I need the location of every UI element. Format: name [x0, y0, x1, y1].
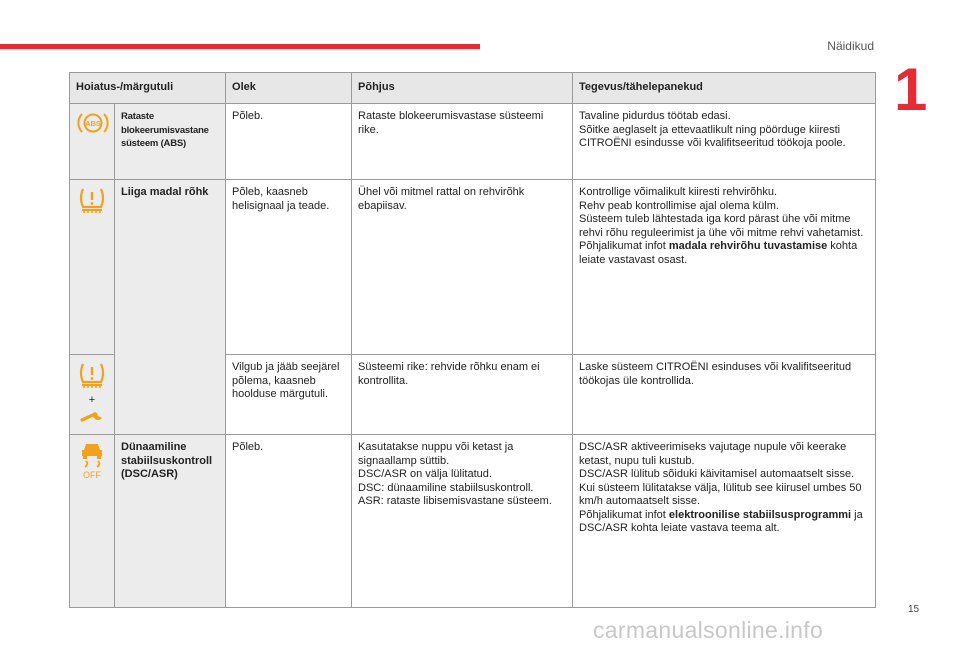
action-text: Laske süsteem CITROËNI esinduses või kvalifitseeritud töökojas üle kontrollida. — [579, 361, 852, 387]
icon-cell — [70, 435, 115, 608]
cause-text: ASR: rataste libisemisvastane süsteem. — [358, 495, 552, 507]
column-header-warning-light: Hoiatus-/märgutuli — [70, 73, 226, 104]
action-text: Rehv peab kontrollimise ajal olema külm. — [579, 199, 779, 212]
column-header-state: Olek — [226, 73, 352, 104]
column-header-cause: Põhjus — [352, 73, 573, 104]
action-text: Tavaline pidurdus töötab edasi. — [579, 110, 731, 122]
action-text: Kui süsteem lülitatakse välja, lülitub see kiirusel umbes 50 km/h automaatselt sisse. — [579, 481, 862, 507]
action-text: Sõitke aeglaselt ja ettevaatlikult ning pöörduge kiiresti CITROËNI esindusse või kvalifitseeritud töökoja poole. — [579, 123, 846, 149]
cause-text: Süsteemi rike: rehvide rõhku enam ei kontrollita. — [358, 361, 540, 387]
action-more-info — [579, 509, 869, 536]
cause-text: Ühel või mitmel rattal on rehvirõhk ebapiisav. — [358, 186, 525, 212]
plus-sign: + — [88, 394, 96, 406]
action-text: Kontrollige võimalikult kiiresti rehvirõhku. — [579, 186, 778, 198]
action-cell — [573, 435, 876, 608]
table-row — [70, 104, 876, 180]
state-cell — [226, 355, 352, 435]
cause-cell — [352, 104, 573, 180]
action-text: DSC/ASR aktiveerimiseks vajutage nupule või keerake ketast, nupu tuli kustub. — [579, 441, 847, 467]
table-header-row — [70, 73, 876, 104]
section-title: Näidikud — [827, 39, 874, 53]
dsc-asr-off-icon — [77, 441, 107, 479]
cause-text: DSC/ASR on välja lülitatud. — [358, 468, 492, 480]
more-info-prefix: Põhjalikumat infot — [579, 240, 669, 252]
abs-warning-icon — [76, 110, 110, 136]
action-more-info — [579, 240, 869, 267]
cause-cell — [352, 180, 573, 355]
table-row — [70, 180, 876, 355]
action-cell — [573, 355, 876, 435]
cause-text: DSC: dünaamiline stabiilsuskontroll. — [358, 481, 534, 494]
icon-cell — [70, 180, 115, 355]
svg-text:ABS: ABS — [85, 119, 101, 128]
cause-text: Rataste blokeerumisvastase süsteemi rike. — [358, 110, 544, 136]
page-number: 15 — [908, 604, 920, 615]
state-cell — [226, 104, 352, 180]
top-accent-bar — [0, 44, 480, 49]
warning-name: Dünaamiline stabiilsuskontroll (DSC/ASR) — [121, 441, 213, 480]
more-info-suffix: kohta leiate vastavast osast. — [579, 240, 858, 266]
table-row — [70, 435, 876, 608]
action-cell — [573, 104, 876, 180]
more-info-prefix: Põhjalikumat infot — [579, 508, 669, 521]
watermark: carmanualsonline.info — [593, 617, 824, 643]
state-text: Põleb. — [232, 110, 264, 122]
warning-name-cell — [115, 104, 226, 180]
warning-name: Rataste blokeerumisvastane süsteem (ABS) — [121, 111, 209, 149]
wrench-icon — [79, 409, 105, 423]
cause-text: Kasutatakse nuppu või ketast ja signaallamp süttib. — [358, 441, 514, 467]
more-info-topic: madala rehvirõhu tuvastamise — [668, 240, 828, 252]
more-info-suffix: ja DSC/ASR kohta leiate vastava teema alt. — [579, 508, 863, 534]
warning-name-cell — [115, 435, 226, 608]
icon-cell — [70, 355, 115, 435]
action-cell — [573, 180, 876, 355]
tyre-pressure-icon — [77, 186, 107, 216]
warning-name-cell — [115, 180, 226, 435]
state-text: Vilgub ja jääb seejärel põlema, kaasneb hoolduse märgutuli. — [232, 361, 340, 400]
cause-cell — [352, 435, 573, 608]
off-label: OFF — [83, 470, 101, 479]
state-cell — [226, 180, 352, 355]
cause-cell — [352, 355, 573, 435]
warning-name: Liiga madal rõhk — [121, 186, 209, 198]
warning-lights-table — [69, 72, 876, 608]
action-text: DSC/ASR lülitub sõiduki käivitamisel automaatselt sisse. — [579, 468, 855, 480]
state-text: Põleb. — [232, 441, 264, 453]
column-header-action: Tegevus/tähelepanekud — [573, 73, 876, 104]
chapter-number: 1 — [894, 56, 928, 123]
tyre-pressure-icon — [77, 361, 107, 391]
more-info-topic: elektroonilise stabiilsusprogrammi — [668, 508, 852, 521]
icon-cell — [70, 104, 115, 180]
state-cell — [226, 435, 352, 608]
state-text: Põleb, kaasneb helisignaal ja teade. — [232, 186, 330, 212]
action-text: Süsteem tuleb lähtestada iga kord pärast ühe või mitme rehvi rõhu reguleerimist ja ühe või mitme rehvi vahetamist. — [579, 213, 864, 239]
